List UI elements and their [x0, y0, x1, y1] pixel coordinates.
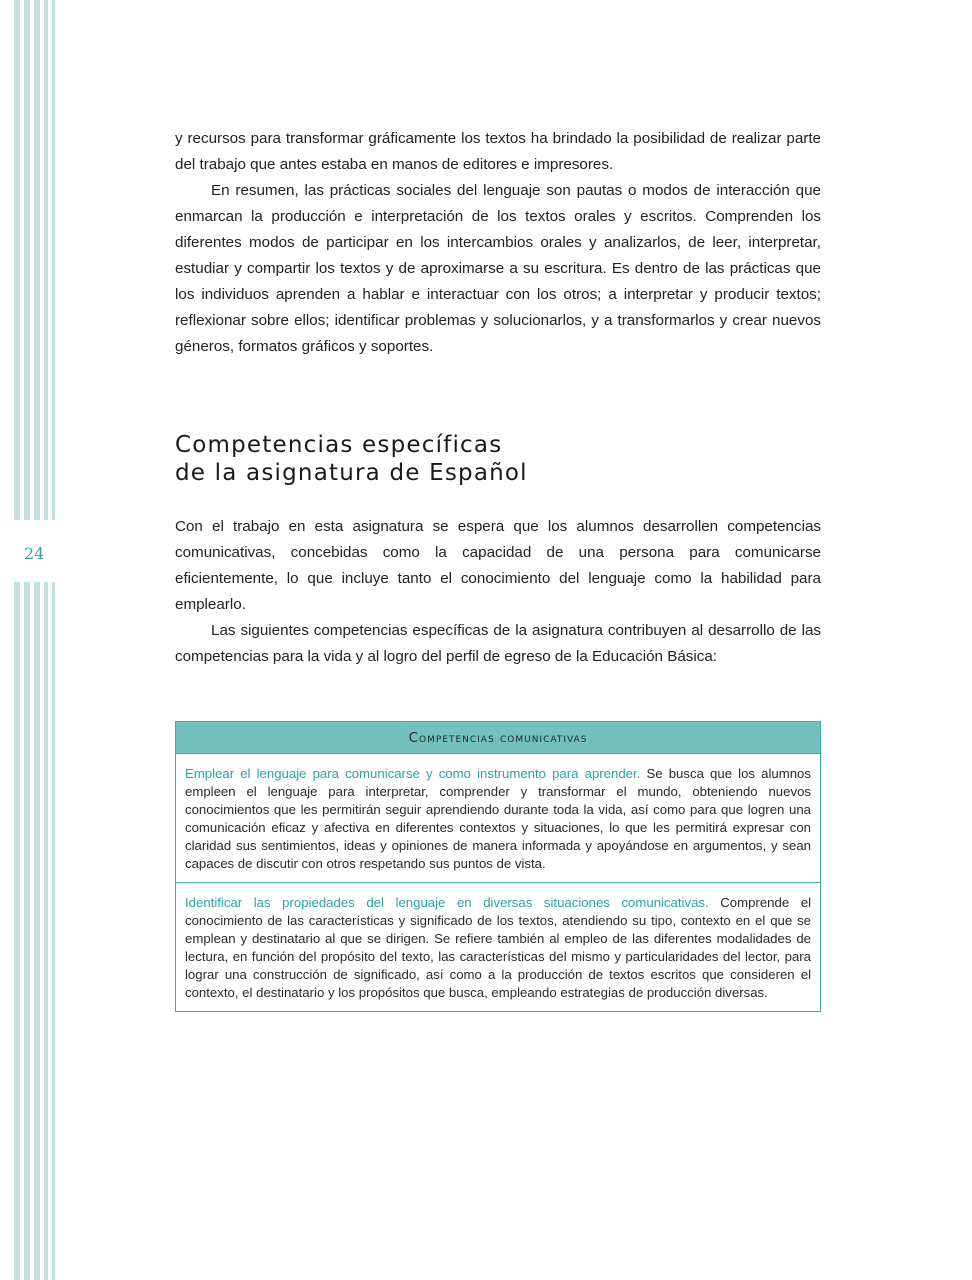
section-text — [175, 514, 821, 670]
section-title-line: Competencias específicas — [175, 432, 503, 458]
margin-stripe — [52, 0, 55, 1280]
section-title-line: de la asignatura de Español — [175, 460, 528, 486]
competencias-box-header: Competencias comunicativas — [176, 722, 820, 754]
margin-stripe — [24, 0, 30, 1280]
intro-text — [175, 126, 821, 360]
competencia-lead: Emplear el lenguaje para comunicarse y como instrumento para aprender. — [185, 766, 641, 781]
page-number: 24 — [24, 544, 45, 563]
margin-stripe — [34, 0, 40, 1280]
margin-stripe — [44, 0, 48, 1280]
section-paragraph: Con el trabajo en esta asignatura se espera que los alumnos desarrollen competencias comunicativas, concebidas como la capacidad de una persona para comunicarse eficientemente, lo que incluye tanto el conocimiento del lenguaje como la habilidad para emplearlo. — [175, 518, 821, 613]
margin-stripe — [14, 0, 20, 1280]
margin-stripes — [0, 0, 60, 1280]
intro-paragraph: y recursos para transformar gráficamente los textos ha brindado la posibilidad de realizar parte del trabajo que antes estaba en manos de editores e impresores. — [175, 130, 821, 173]
competencia-lead: Identificar las propiedades del lenguaje en diversas situaciones comunicativas. — [185, 895, 709, 910]
section-paragraph: Las siguientes competencias específicas de la asignatura contribuyen al desarrollo de las competencias para la vida y al logro del perfil de egreso de la Educación Básica: — [175, 622, 821, 665]
competencia-item — [176, 754, 820, 882]
section-title — [175, 431, 528, 487]
intro-paragraph: En resumen, las prácticas sociales del lenguaje son pautas o modos de interacción que enmarcan la producción e interpretación de los textos orales y escritos. Comprenden los diferentes modos de participar en los intercambios orales y analizarlos, de leer, interpretar, estudiar y compartir los textos y de aproximarse a su escritura. Es dentro de las prácticas que los individuos aprenden a hablar e interactuar con los otros; a interpretar y producir textos; reflexionar sobre ellos; identificar problemas y solucionarlos, y a transformarlos y crear nuevos géneros, formatos gráficos y soportes. — [175, 182, 821, 355]
competencia-text: Comprende el conocimiento de las características y significado de los textos, atendiendo su tipo, contexto en el que se emplean y destinatario al que se dirigen. Se refiere también al empleo de las diferentes modalidades de lectura, en función del propósito del texto, las características del mismo y particularidades del lector, para lograr una construcción de significado, así como a la producción de textos escritos que consideren el contexto, el destinatario y los propósitos que busca, empleando estrategias de producción diversas. — [185, 895, 811, 1000]
competencia-item — [176, 882, 820, 1011]
competencia-text: Se busca que los alumnos empleen el lenguaje para interpretar, comprender y transformar el mundo, obteniendo nuevos conocimientos que les permitirán seguir aprendiendo durante toda la vida, así como para que logren una comunicación eficaz y afectiva en diferentes contextos y situaciones, lo que les permitirá expresar con claridad sus sentimientos, ideas y opiniones de manera informada y apoyándose en argumentos, y sean capaces de discutir con otros respetando sus puntos de vista. — [185, 766, 811, 871]
competencias-box — [175, 721, 821, 1012]
